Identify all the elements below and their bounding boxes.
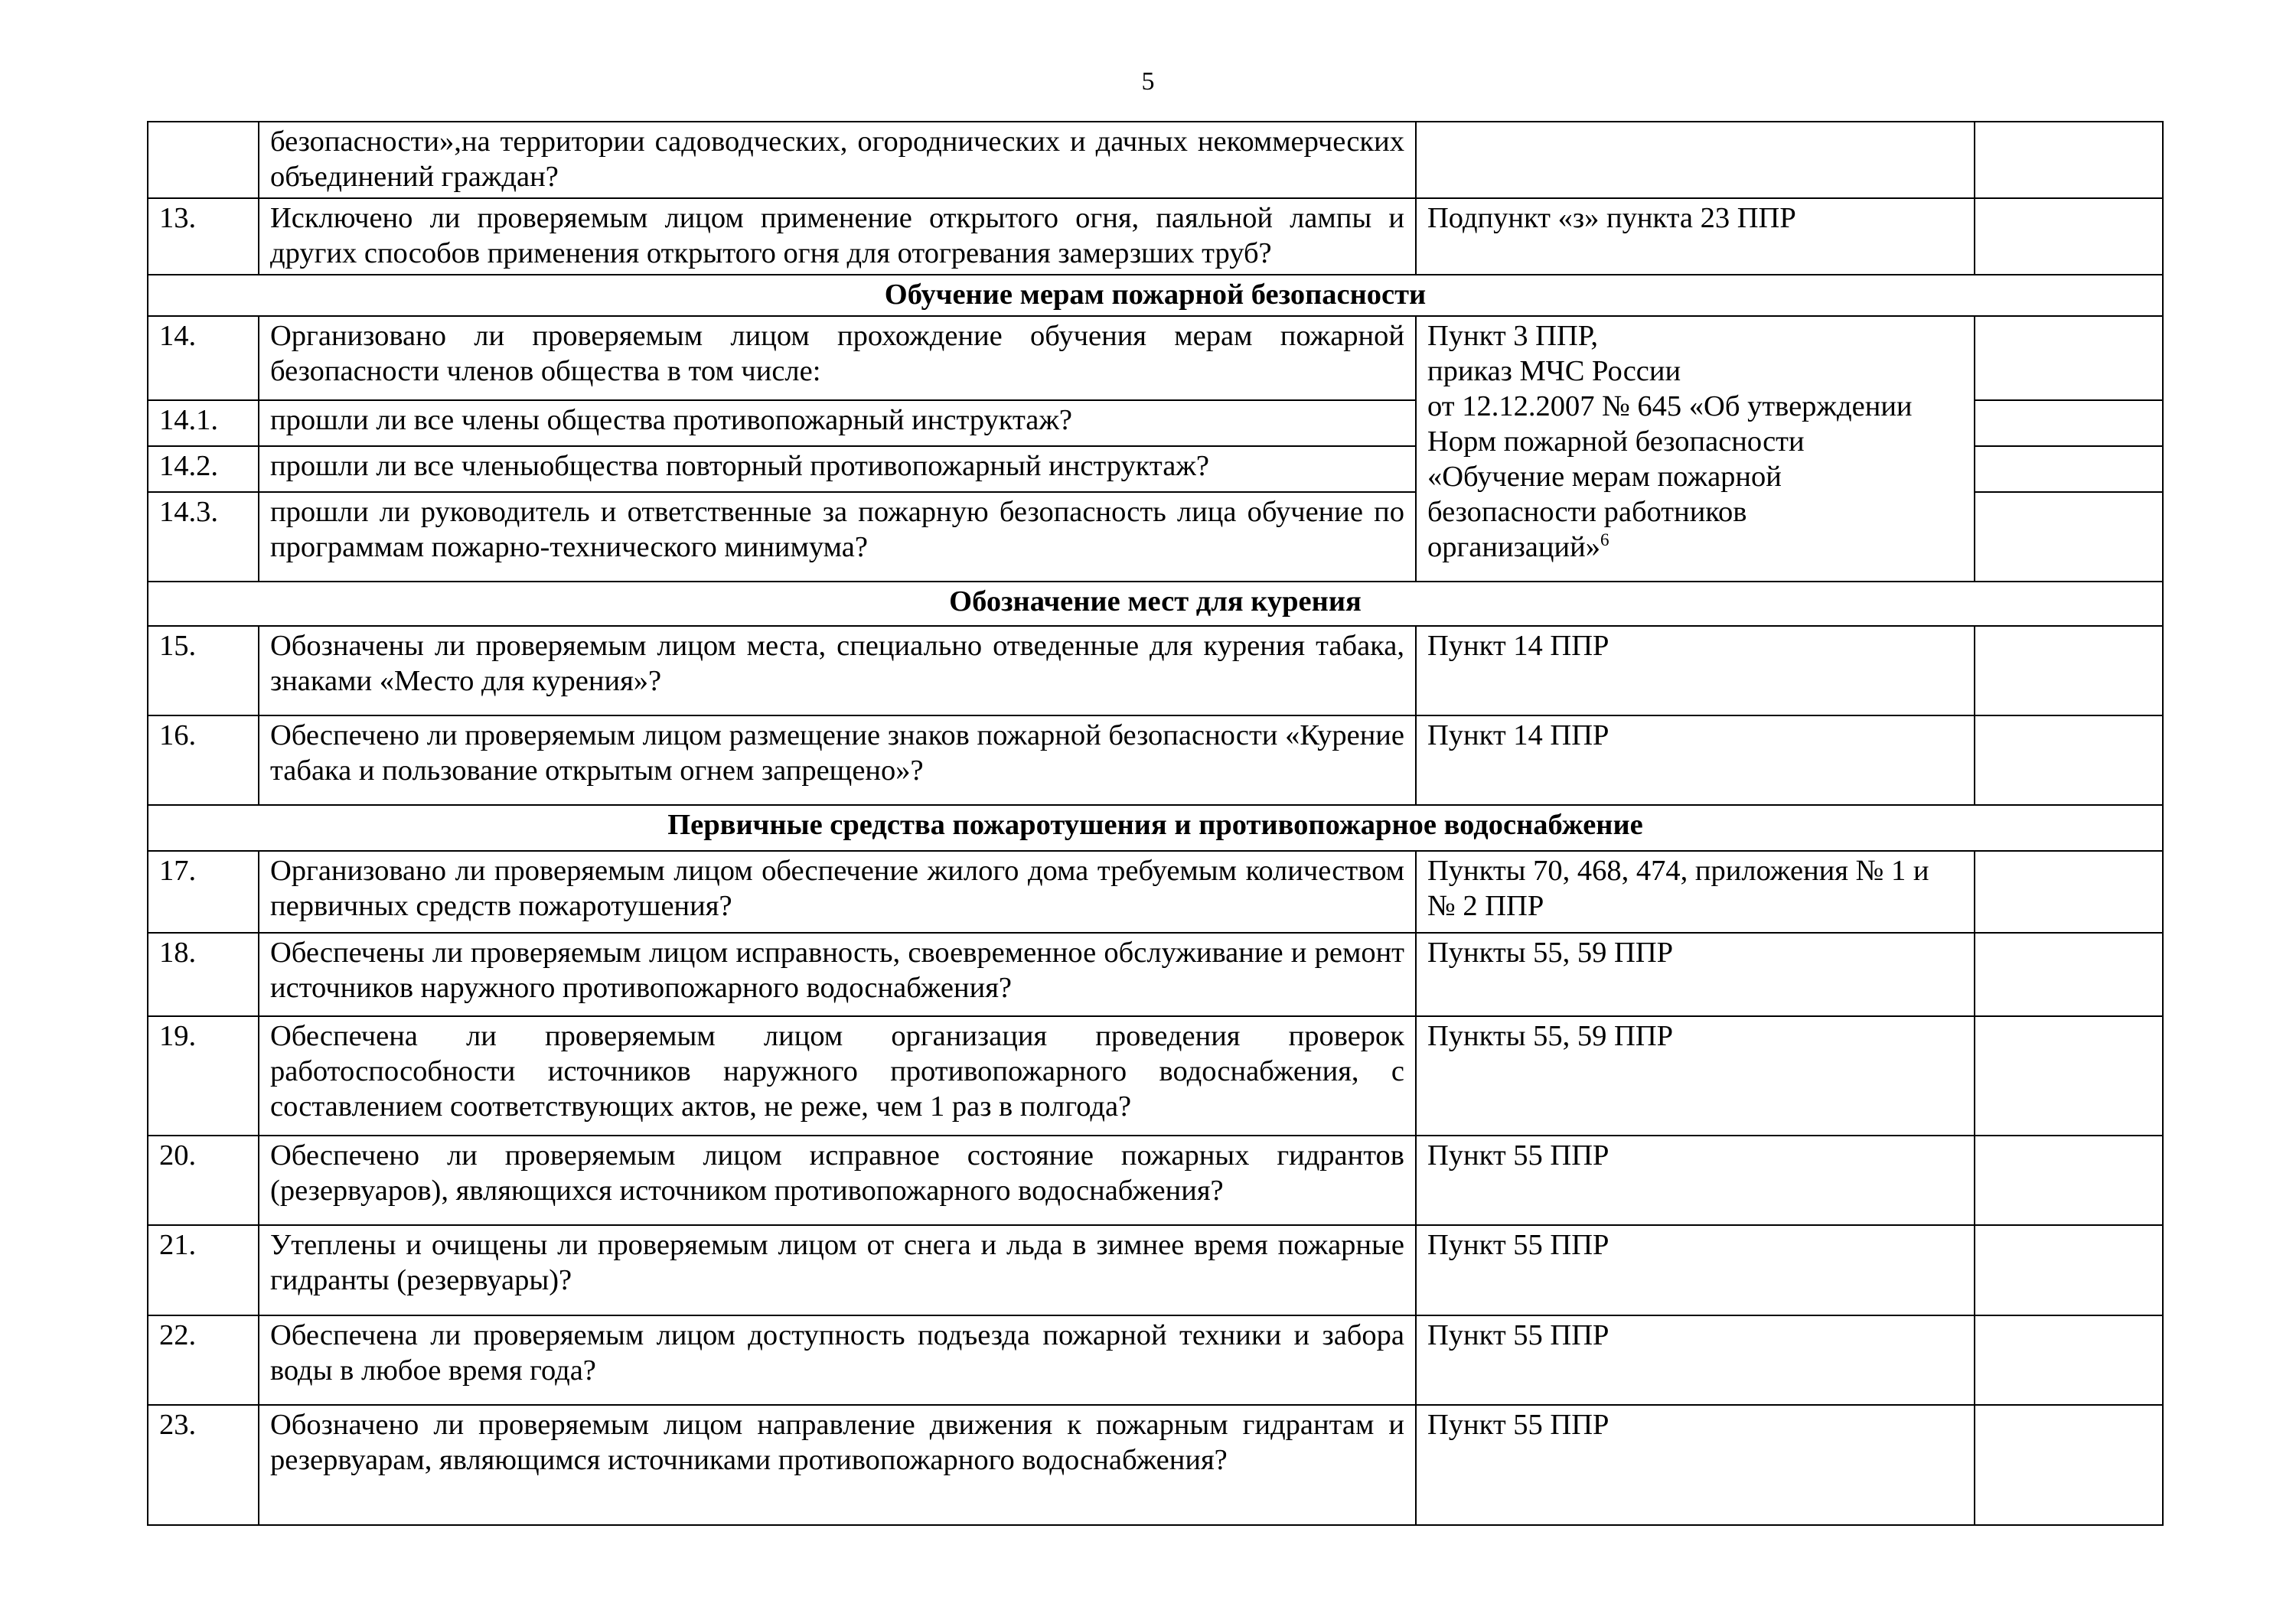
answer-cell	[1975, 626, 2163, 715]
question-text: Исключено ли проверяемым лицом применение открытого огня, паяльной лампы и других способов применения открытого огня для отогревания замерзших труб?	[259, 198, 1416, 275]
reference-line: Пункт 3 ППР,	[1427, 320, 1599, 352]
answer-cell	[1975, 1225, 2163, 1315]
requirement-reference: Пункты 55, 59 ППР	[1416, 1016, 1975, 1136]
requirement-reference: Пункт 55 ППР	[1416, 1405, 1975, 1525]
reference-line: Норм пожарной безопасности	[1427, 425, 1805, 458]
table-row	[148, 198, 2163, 275]
answer-cell	[1975, 1315, 2163, 1405]
question-text: Обозначено ли проверяемым лицом направление движения к пожарным гидрантам и резервуарам, являющимся источниками противопожарного водоснабжения?	[259, 1405, 1416, 1525]
requirement-reference	[1416, 316, 1975, 582]
row-number: 18.	[148, 933, 259, 1016]
table-row	[148, 316, 2163, 400]
row-number: 15.	[148, 626, 259, 715]
requirement-reference: Подпункт «з» пункта 23 ППР	[1416, 198, 1975, 275]
row-number: 21.	[148, 1225, 259, 1315]
reference-line-text: организаций»	[1427, 531, 1600, 563]
reference-line: от 12.12.2007 № 645 «Об утверждении	[1427, 390, 1913, 422]
requirement-reference: Пункт 55 ППР	[1416, 1315, 1975, 1405]
question-text: Обеспечено ли проверяемым лицом исправное состояние пожарных гидрантов (резервуаров), являющихся источником противопожарного водоснабжения?	[259, 1136, 1416, 1225]
row-number	[148, 122, 259, 198]
requirement-reference: Пункт 14 ППР	[1416, 715, 1975, 805]
answer-cell	[1975, 122, 2163, 198]
answer-cell	[1975, 400, 2163, 446]
requirement-reference: Пункты 70, 468, 474, приложения № 1 и № 2 ППР	[1416, 851, 1975, 933]
table-row	[148, 1315, 2163, 1405]
section-header-row	[148, 582, 2163, 626]
requirement-reference	[1416, 122, 1975, 198]
question-text: прошли ли все члены общества противопожарный инструктаж?	[259, 400, 1416, 446]
table-row	[148, 1405, 2163, 1525]
reference-line: «Обучение мерам пожарной	[1427, 461, 1782, 493]
question-text: безопасности»,на территории садоводческих, огороднических и дачных некоммерческих объединений граждан?	[259, 122, 1416, 198]
section-title: Обучение мерам пожарной безопасности	[148, 275, 2163, 316]
row-number: 23.	[148, 1405, 259, 1525]
question-text: Организовано ли проверяемым лицом прохождение обучения мерам пожарной безопасности членов общества в том числе:	[259, 316, 1416, 400]
section-header-row	[148, 805, 2163, 851]
requirement-reference: Пункт 14 ППР	[1416, 626, 1975, 715]
answer-cell	[1975, 933, 2163, 1016]
reference-line	[1427, 530, 1963, 565]
answer-cell	[1975, 1136, 2163, 1225]
question-text: Обеспечены ли проверяемым лицом исправность, своевременное обслуживание и ремонт источников наружного противопожарного водоснабжения?	[259, 933, 1416, 1016]
footnote-marker: 6	[1600, 530, 1609, 550]
table-row	[148, 1136, 2163, 1225]
reference-line: приказ МЧС России	[1427, 355, 1681, 387]
answer-cell	[1975, 715, 2163, 805]
question-text: Обеспечена ли проверяемым лицом доступность подъезда пожарной техники и забора воды в любое время года?	[259, 1315, 1416, 1405]
table-row	[148, 122, 2163, 198]
requirement-reference: Пункты 55, 59 ППР	[1416, 933, 1975, 1016]
row-number: 16.	[148, 715, 259, 805]
question-text: прошли ли все членыобщества повторный противопожарный инструктаж?	[259, 446, 1416, 492]
reference-line: безопасности работников	[1427, 496, 1747, 528]
section-header-row	[148, 275, 2163, 316]
answer-cell	[1975, 316, 2163, 400]
requirement-reference: Пункт 55 ППР	[1416, 1136, 1975, 1225]
question-text: Обозначены ли проверяемым лицом места, специально отведенные для курения табака, знаками «Место для курения»?	[259, 626, 1416, 715]
table-row	[148, 1016, 2163, 1136]
section-title: Обозначение мест для курения	[148, 582, 2163, 626]
table-row	[148, 851, 2163, 933]
answer-cell	[1975, 446, 2163, 492]
row-number: 22.	[148, 1315, 259, 1405]
question-text: Утеплены и очищены ли проверяемым лицом от снега и льда в зимнее время пожарные гидранты (резервуары)?	[259, 1225, 1416, 1315]
answer-cell	[1975, 1405, 2163, 1525]
answer-cell	[1975, 198, 2163, 275]
row-number: 20.	[148, 1136, 259, 1225]
table-row	[148, 933, 2163, 1016]
question-text: Обеспечено ли проверяемым лицом размещение знаков пожарной безопасности «Курение табака и пользование открытым огнем запрещено»?	[259, 715, 1416, 805]
question-text: Организовано ли проверяемым лицом обеспечение жилого дома требуемым количеством первичных средств пожаротушения?	[259, 851, 1416, 933]
section-title: Первичные средства пожаротушения и противопожарное водоснабжение	[148, 805, 2163, 851]
row-number: 14.2.	[148, 446, 259, 492]
row-number: 17.	[148, 851, 259, 933]
question-text: Обеспечена ли проверяемым лицом организация проведения проверок работоспособности источников наружного противопожарного водоснабжения, с составлением соответствующих актов, не реже, чем 1 раз в полгода?	[259, 1016, 1416, 1136]
row-number: 14.3.	[148, 492, 259, 582]
answer-cell	[1975, 1016, 2163, 1136]
table-row	[148, 626, 2163, 715]
answer-cell	[1975, 492, 2163, 582]
row-number: 13.	[148, 198, 259, 275]
row-number: 19.	[148, 1016, 259, 1136]
table-row	[148, 1225, 2163, 1315]
requirement-reference: Пункт 55 ППР	[1416, 1225, 1975, 1315]
checklist-table	[147, 121, 2164, 1526]
table-row	[148, 715, 2163, 805]
page-number: 5	[1141, 67, 1155, 96]
row-number: 14.	[148, 316, 259, 400]
answer-cell	[1975, 851, 2163, 933]
question-text: прошли ли руководитель и ответственные за пожарную безопасность лица обучение по программам пожарно-технического минимума?	[259, 492, 1416, 582]
row-number: 14.1.	[148, 400, 259, 446]
